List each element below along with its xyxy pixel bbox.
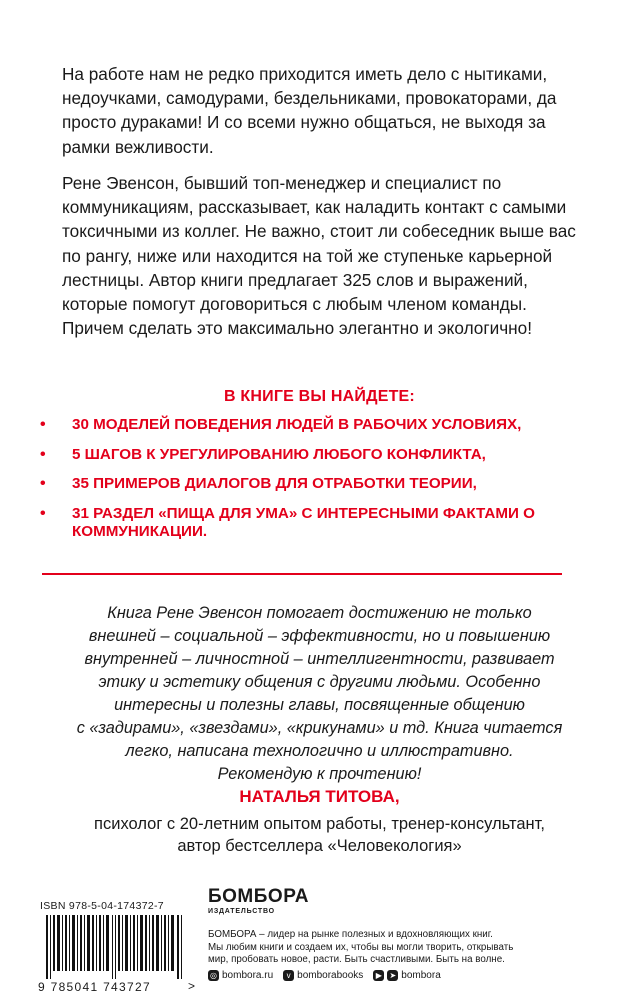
- feature-text: 35 ПРИМЕРОВ ДИАЛОГОВ ДЛЯ ОТРАБОТКИ ТЕОРИИ,: [72, 475, 477, 492]
- instagram-icon: ◎: [208, 970, 219, 981]
- barcode-arrow: >: [188, 979, 196, 993]
- feature-item: [40, 505, 600, 542]
- isbn-text: ISBN 978-5-04-174372-7: [40, 900, 164, 912]
- social-label: bombora.ru: [222, 969, 274, 981]
- feature-text: 30 МОДЕЛЕЙ ПОВЕДЕНИЯ ЛЮДЕЙ В РАБОЧИХ УСЛОВИЯХ,: [72, 416, 522, 433]
- section-divider: [42, 573, 562, 575]
- publisher-socials: [208, 970, 628, 981]
- telegram-icon: ➤: [387, 970, 398, 981]
- youtube-icon: ▶: [373, 970, 384, 981]
- intro-text-2: Рене Эвенсон, бывший топ-менеджер и специалист по коммуникациям, рассказывает, как наладить контакт с самыми токсичными из коллег. Не важно, стоит ли собеседник выше вас по рангу, ниже или находится на той же ступеньке карьерной лестницы. Автор книги предлагает 325 слов и выражений, которые помогут договориться с любым членом команды. Причем сделать это максимально элегантно и экологично!: [62, 173, 576, 339]
- barcode-icon: [46, 915, 184, 979]
- intro-text-1: На работе нам не редко приходится иметь дело с нытиками, недоучками, самодурами, бездельниками, провокаторами, да просто дураками! И со всеми нужно общаться, не выходя за рамки вежливости.: [62, 64, 557, 157]
- review-author-name: НАТАЛЬЯ ТИТОВА,: [239, 787, 400, 806]
- bullet-icon: •: [40, 445, 46, 463]
- social-label: bomborabooks: [297, 969, 364, 981]
- publisher-block: [208, 887, 628, 981]
- feature-text: 31 РАЗДЕЛ «ПИЩА ДЛЯ УМА» С ИНТЕРЕСНЫМИ ФАКТАМИ О КОММУНИКАЦИИ.: [72, 504, 535, 540]
- bullet-icon: •: [40, 475, 46, 492]
- review-quote: Книга Рене Эвенсон помогает достижению не только внешней – социальной – эффективности, но и повышению внутренней – личностной – интеллигентности, развивает этику и эстетику общения с другими людьми. Особенно интересны и полезны главы, посвященные общению с «задирами», «звездами», «крикунами» и тд. Книга читается легко, написана технологично и иллюстративно. Рекомендую к прочтению!: [76, 604, 563, 783]
- barcode-block: [38, 900, 196, 995]
- feature-item: [40, 475, 600, 494]
- intro-paragraph-2: [62, 171, 582, 340]
- publisher-subtitle: ИЗДАТЕЛЬСТВО: [208, 908, 275, 915]
- feature-item: [40, 416, 600, 435]
- intro-paragraph-1: [62, 62, 582, 159]
- publisher-logo: БОМБОРА: [208, 886, 309, 907]
- social-label: bombora: [401, 969, 441, 981]
- features-list: [40, 416, 600, 553]
- bullet-icon: •: [40, 504, 46, 522]
- publisher-description: БОМБОРА – лидер на рынке полезных и вдохновляющих книг. Мы любим книги и создаем их, чтобы вы могли творить, открывать мир, пробовать новое, расти. Быть счастливыми. Быть на волне.: [208, 929, 514, 966]
- social-vk[interactable]: [283, 970, 363, 981]
- social-youtube-telegram[interactable]: [373, 970, 440, 981]
- features-title: В КНИГЕ ВЫ НАЙДЕТЕ:: [224, 388, 415, 405]
- feature-item: [40, 446, 600, 465]
- barcode-digits: 9 785041 743727: [38, 980, 151, 994]
- review-author-description: психолог с 20-летним опытом работы, тренер-консультант, автор бестселлера «Человекология»: [94, 815, 545, 855]
- bullet-icon: •: [40, 416, 46, 433]
- feature-text: 5 ШАГОВ К УРЕГУЛИРОВАНИЮ ЛЮБОГО КОНФЛИКТА,: [72, 445, 486, 463]
- vk-icon: v: [283, 970, 294, 981]
- social-instagram[interactable]: [208, 970, 273, 981]
